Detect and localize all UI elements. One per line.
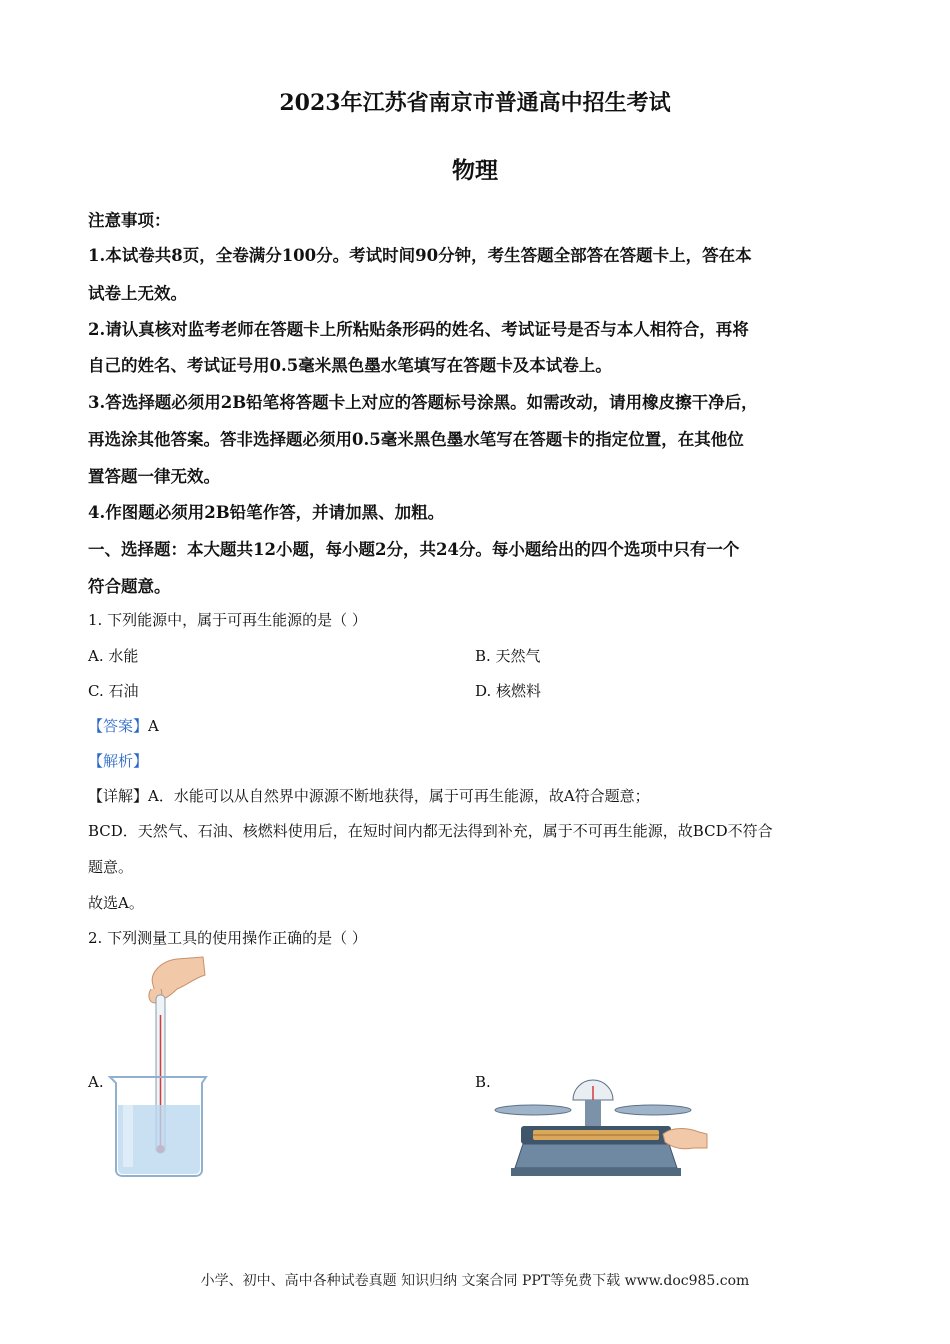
q1-option-c: C. 石油 xyxy=(88,682,139,700)
q1-option-a: A. 水能 xyxy=(88,647,139,665)
analysis-tag: 【解析】 xyxy=(88,752,149,770)
exam-subject: 物理 xyxy=(452,157,498,184)
section-heading-cont: 符合题意。 xyxy=(88,577,171,596)
q1-answer-row xyxy=(88,715,858,736)
notice-line-8: 4.作图题必须用2B铅笔作答，并请加黑、加粗。 xyxy=(88,503,445,522)
q1-option-d: D. 核燃料 xyxy=(475,682,542,700)
section-heading: 一、选择题：本大题共12小题，每小题2分，共24分。每小题给出的四个选项中只有一个 xyxy=(88,540,740,559)
balance-scale-figure xyxy=(493,1078,708,1180)
notice-heading: 注意事项： xyxy=(88,211,171,230)
notice-line-7: 置答题一律无效。 xyxy=(88,467,220,486)
answer-value: A xyxy=(148,717,159,735)
answer-tag: 【答案】 xyxy=(88,717,149,735)
notice-line-3: 2.请认真核对监考老师在答题卡上所粘贴条形码的姓名、考试证号是否与本人相符合，再将 xyxy=(88,320,749,339)
q1-detail-2: BCD．天然气、石油、核燃料使用后，在短时间内都无法得到补充，属于不可再生能源，故BCD不符合 xyxy=(88,822,773,840)
thermometer-beaker-figure xyxy=(105,955,215,1180)
q2-option-b-label: B. xyxy=(475,1073,491,1091)
q2-option-a-label: A. xyxy=(88,1073,104,1091)
q2-stem: 2. 下列测量工具的使用操作正确的是（ ） xyxy=(88,929,367,947)
q1-detail: 【详解】A．水能可以从自然界中源源不断地获得，属于可再生能源，故A符合题意； xyxy=(88,787,650,805)
notice-line-6: 再选涂其他答案。答非选择题必须用0.5毫米黑色墨水笔写在答题卡的指定位置，在其他位 xyxy=(88,430,744,449)
q1-conclusion: 故选A。 xyxy=(88,894,144,912)
notice-line-5: 3.答选择题必须用2B铅笔将答题卡上对应的答题标号涂黑。如需改动，请用橡皮擦干净后， xyxy=(88,393,758,412)
notice-line-4: 自己的姓名、考试证号用0.5毫米黑色墨水笔填写在答题卡及本试卷上。 xyxy=(88,356,612,375)
q1-detail-3: 题意。 xyxy=(88,858,134,876)
exam-title: 2023年江苏省南京市普通高中招生考试 xyxy=(279,90,671,116)
q1-stem: 1. 下列能源中，属于可再生能源的是（ ） xyxy=(88,611,367,629)
notice-line-2: 试卷上无效。 xyxy=(88,284,187,303)
footer-text: 小学、初中、高中各种试卷真题 知识归纳 文案合同 PPT等免费下载 www.doc985.com xyxy=(200,1273,750,1289)
q1-option-b: B. 天然气 xyxy=(475,647,541,665)
notice-line-1: 1.本试卷共8页，全卷满分100分。考试时间90分钟，考生答题全部答在答题卡上，答在本 xyxy=(88,246,752,265)
